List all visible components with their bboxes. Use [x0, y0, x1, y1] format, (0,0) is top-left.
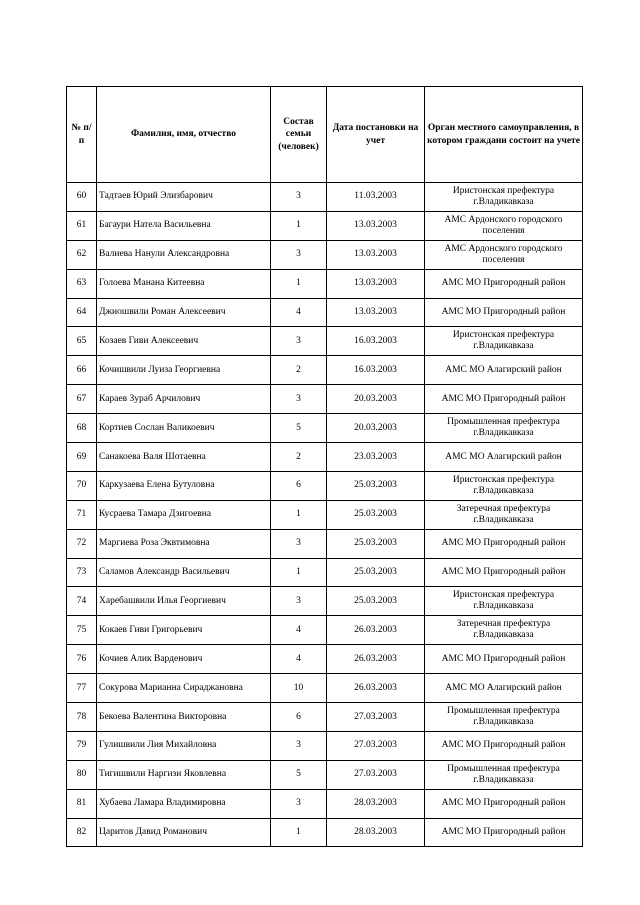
table-row: [67, 760, 583, 789]
cell-name: Кусраева Тамара Дзигоевна: [97, 500, 271, 529]
cell-authority: Промышленная префектура г.Владикавказа: [425, 414, 583, 443]
table-row: [67, 500, 583, 529]
cell-num: 73: [67, 558, 97, 587]
cell-registration-date: 13.03.2003: [327, 269, 425, 298]
cell-authority: АМС МО Пригородный район: [425, 385, 583, 414]
cell-num: 75: [67, 616, 97, 645]
cell-name: Багаури Натела Васильевна: [97, 211, 271, 240]
table-row: [67, 385, 583, 414]
cell-family-size: 4: [271, 645, 327, 674]
cell-registration-date: 13.03.2003: [327, 240, 425, 269]
housing-registry-table: [66, 86, 583, 847]
table-row: [67, 731, 583, 760]
cell-name: Кочишвили Луиза Георгиевна: [97, 356, 271, 385]
table-row: [67, 471, 583, 500]
cell-num: 60: [67, 183, 97, 212]
cell-name: Кочиев Алик Варденович: [97, 645, 271, 674]
cell-authority: Промышленная префектура г.Владикавказа: [425, 760, 583, 789]
cell-family-size: 3: [271, 731, 327, 760]
cell-num: 70: [67, 471, 97, 500]
cell-authority: АМС МО Пригородный район: [425, 269, 583, 298]
cell-registration-date: 23.03.2003: [327, 443, 425, 472]
cell-registration-date: 25.03.2003: [327, 471, 425, 500]
cell-registration-date: 11.03.2003: [327, 183, 425, 212]
table-row: [67, 269, 583, 298]
cell-registration-date: 20.03.2003: [327, 385, 425, 414]
cell-family-size: 2: [271, 443, 327, 472]
cell-name: Маргиева Роза Эквтимовна: [97, 529, 271, 558]
cell-num: 69: [67, 443, 97, 472]
cell-name: Хубаева Ламара Владимировна: [97, 789, 271, 818]
cell-name: Санакоева Валя Шотаевна: [97, 443, 271, 472]
cell-authority: АМС Ардонского городского поселения: [425, 211, 583, 240]
cell-family-size: 6: [271, 703, 327, 732]
cell-family-size: 2: [271, 356, 327, 385]
cell-registration-date: 26.03.2003: [327, 645, 425, 674]
cell-name: Голоева Манана Китеевна: [97, 269, 271, 298]
cell-authority: АМС МО Алагирский район: [425, 443, 583, 472]
cell-authority: АМС МО Пригородный район: [425, 818, 583, 847]
cell-family-size: 3: [271, 587, 327, 616]
table-row: [67, 240, 583, 269]
cell-name: Кокаев Гиви Григорьевич: [97, 616, 271, 645]
cell-registration-date: 28.03.2003: [327, 789, 425, 818]
table-row: [67, 298, 583, 327]
cell-family-size: 1: [271, 269, 327, 298]
cell-family-size: 3: [271, 529, 327, 558]
cell-num: 62: [67, 240, 97, 269]
cell-family-size: 5: [271, 414, 327, 443]
cell-authority: Иристонская префектура г.Владикавказа: [425, 471, 583, 500]
table-body: [67, 183, 583, 847]
cell-authority: Иристонская префектура г.Владикавказа: [425, 183, 583, 212]
cell-family-size: 6: [271, 471, 327, 500]
cell-registration-date: 27.03.2003: [327, 760, 425, 789]
cell-authority: АМС МО Пригородный район: [425, 298, 583, 327]
cell-name: Кортиев Сослан Валикоевич: [97, 414, 271, 443]
cell-name: Тигишвили Наргизи Яковлевна: [97, 760, 271, 789]
table-row: [67, 558, 583, 587]
table-row: [67, 674, 583, 703]
cell-family-size: 3: [271, 385, 327, 414]
cell-family-size: 1: [271, 211, 327, 240]
cell-authority: АМС МО Алагирский район: [425, 356, 583, 385]
cell-registration-date: 27.03.2003: [327, 703, 425, 732]
cell-family-size: 3: [271, 789, 327, 818]
cell-authority: АМС МО Алагирский район: [425, 674, 583, 703]
cell-name: Валиева Нанули Александровна: [97, 240, 271, 269]
cell-name: Джиошвили Роман Алексеевич: [97, 298, 271, 327]
cell-registration-date: 13.03.2003: [327, 298, 425, 327]
header-family: Состав семьи (человек): [271, 87, 327, 183]
cell-num: 82: [67, 818, 97, 847]
cell-num: 63: [67, 269, 97, 298]
cell-family-size: 1: [271, 558, 327, 587]
table-header: [67, 87, 583, 183]
cell-num: 76: [67, 645, 97, 674]
cell-num: 65: [67, 327, 97, 356]
cell-num: 79: [67, 731, 97, 760]
table-row: [67, 616, 583, 645]
cell-authority: Затеречная префектура г.Владикавказа: [425, 500, 583, 529]
cell-registration-date: 25.03.2003: [327, 500, 425, 529]
cell-name: Тадтаев Юрий Элизбарович: [97, 183, 271, 212]
cell-registration-date: 26.03.2003: [327, 674, 425, 703]
header-name: Фамилия, имя, отчество: [97, 87, 271, 183]
cell-registration-date: 13.03.2003: [327, 211, 425, 240]
cell-name: Гулишвили Лия Михайловна: [97, 731, 271, 760]
cell-registration-date: 26.03.2003: [327, 616, 425, 645]
cell-authority: АМС Ардонского городского поселения: [425, 240, 583, 269]
cell-authority: АМС МО Пригородный район: [425, 529, 583, 558]
cell-num: 71: [67, 500, 97, 529]
cell-num: 78: [67, 703, 97, 732]
cell-registration-date: 27.03.2003: [327, 731, 425, 760]
table-row: [67, 211, 583, 240]
cell-family-size: 5: [271, 760, 327, 789]
cell-authority: АМС МО Пригородный район: [425, 789, 583, 818]
table-row: [67, 327, 583, 356]
cell-num: 81: [67, 789, 97, 818]
cell-name: Царитов Давид Романович: [97, 818, 271, 847]
cell-name: Сокурова Марианна Сираджановна: [97, 674, 271, 703]
cell-registration-date: 16.03.2003: [327, 356, 425, 385]
cell-name: Караев Зураб Арчилович: [97, 385, 271, 414]
table-row: [67, 529, 583, 558]
table-row: [67, 703, 583, 732]
cell-name: Каркузаева Елена Бутуловна: [97, 471, 271, 500]
cell-family-size: 3: [271, 240, 327, 269]
table-row: [67, 587, 583, 616]
cell-family-size: 10: [271, 674, 327, 703]
cell-registration-date: 25.03.2003: [327, 529, 425, 558]
cell-family-size: 4: [271, 616, 327, 645]
cell-name: Харебашвили Илья Георгиевич: [97, 587, 271, 616]
cell-authority: АМС МО Пригородный район: [425, 645, 583, 674]
header-date: Дата постановки на учет: [327, 87, 425, 183]
cell-authority: АМС МО Пригородный район: [425, 558, 583, 587]
cell-family-size: 3: [271, 183, 327, 212]
table-row: [67, 818, 583, 847]
cell-num: 80: [67, 760, 97, 789]
table-row: [67, 183, 583, 212]
table-row: [67, 414, 583, 443]
cell-family-size: 4: [271, 298, 327, 327]
cell-num: 61: [67, 211, 97, 240]
cell-num: 72: [67, 529, 97, 558]
cell-num: 68: [67, 414, 97, 443]
table-row: [67, 356, 583, 385]
cell-num: 74: [67, 587, 97, 616]
cell-authority: Затеречная префектура г.Владикавказа: [425, 616, 583, 645]
cell-registration-date: 16.03.2003: [327, 327, 425, 356]
cell-authority: АМС МО Пригородный район: [425, 731, 583, 760]
cell-authority: Промышленная префектура г.Владикавказа: [425, 703, 583, 732]
cell-family-size: 1: [271, 500, 327, 529]
cell-registration-date: 28.03.2003: [327, 818, 425, 847]
header-row: [67, 87, 583, 183]
table-row: [67, 645, 583, 674]
cell-family-size: 3: [271, 327, 327, 356]
cell-authority: Иристонская префектура г.Владикавказа: [425, 587, 583, 616]
cell-name: Бекоева Валентина Викторовна: [97, 703, 271, 732]
table-row: [67, 443, 583, 472]
cell-family-size: 1: [271, 818, 327, 847]
cell-num: 67: [67, 385, 97, 414]
header-num: № п/п: [67, 87, 97, 183]
table-row: [67, 789, 583, 818]
cell-name: Саламов Александр Васильевич: [97, 558, 271, 587]
cell-num: 66: [67, 356, 97, 385]
cell-num: 77: [67, 674, 97, 703]
cell-registration-date: 20.03.2003: [327, 414, 425, 443]
cell-registration-date: 25.03.2003: [327, 587, 425, 616]
cell-registration-date: 25.03.2003: [327, 558, 425, 587]
cell-num: 64: [67, 298, 97, 327]
header-org: Орган местного самоуправления, в котором граждани состоит на учете: [425, 87, 583, 183]
cell-authority: Иристонская префектура г.Владикавказа: [425, 327, 583, 356]
cell-name: Козаев Гиви Алексеевич: [97, 327, 271, 356]
